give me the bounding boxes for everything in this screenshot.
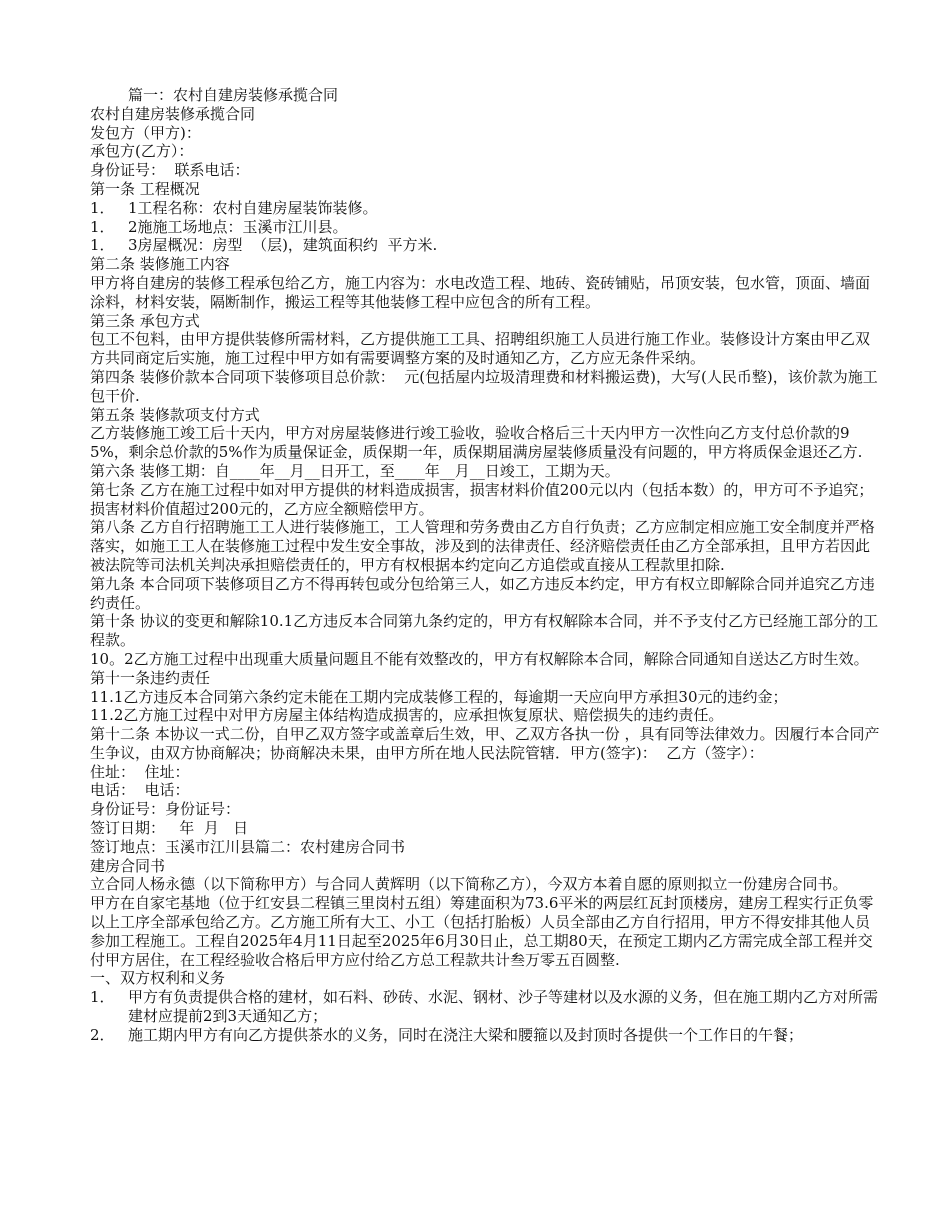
signature-id: 身份证号：身份证号： bbox=[90, 800, 241, 819]
article-8: 第八条 乙方自行招聘施工工人进行装修施工，工人管理和劳务费由乙方自行负责；乙方应制定相应施工安全制度并严格落实，如施工工人在装修施工过程中发生安全事故，涉及到的法律责任、经济赔偿责任由乙方全部承担，且甲方若因此被法院等司法机关判决承担赔偿责任的，甲方有权根据本约定向乙方追偿或直接从工程款里扣除. bbox=[90, 518, 875, 574]
signature-address: 住址： 住址： bbox=[90, 762, 190, 781]
list-number: 1． bbox=[90, 988, 115, 1007]
list-item bbox=[90, 236, 880, 255]
article-10: 第十条 协议的变更和解除10.1乙方违反本合同第九条约定的，甲方有权解除本合同，并不予支付乙方已经施工部分的工程款。 bbox=[90, 612, 879, 650]
signature-date: 签订日期： 年 月 日 bbox=[90, 819, 249, 838]
party-b-line: 承包方(乙方）： bbox=[90, 142, 194, 161]
article-11-title: 第十一条违约责任 bbox=[90, 668, 211, 687]
list-item bbox=[90, 1026, 880, 1045]
article-7: 第七条 乙方在施工过程中如对甲方提供的材料造成损害，损害材料价值200元以内（包括本数）的，甲方可不予追究；损害材料价值超过200元的，乙方应全额赔偿甲方。 bbox=[90, 480, 874, 518]
list-text: 甲方有负责提供合格的建材，如石料、砂砖、水泥、钢材、沙子等建材以及水源的义务，但在施工期内乙方对所需建材应提前2到3天通知乙方； bbox=[128, 988, 879, 1026]
list-item bbox=[90, 199, 880, 218]
article-2-title: 第二条 装修施工内容 bbox=[90, 255, 230, 274]
contract-2-body: 甲方在自家宅基地（位于红安县二程镇三里岗村五组）筹建面积为73.6平米的两层红瓦封顶楼房，建房工程实行正负零以上工序全部承包给乙方。乙方施工所有大工、小工（包括打胎板）人员全部由乙方自行招用，甲方不得安排其他人员参加工程施工。工程自2025年4月11日起至2025年6月30日止，总工期80天，在预定工期内乙方需完成全部工程并交付甲方居住，在工程经验收合格后甲方应付给乙方总工程款共计叁万零五百圆整. bbox=[90, 894, 874, 969]
article-6: 第六条 装修工期：自____年__月__日开工，至____年__月__日竣工，工期为天。 bbox=[90, 461, 620, 480]
list-number: 1． bbox=[90, 217, 115, 236]
id-phone-line: 身份证号： 联系电话： bbox=[90, 161, 250, 180]
list-number: 1． bbox=[90, 236, 115, 255]
article-4: 第四条 装修价款本合同项下装修项目总价款： 元(包括屋内垃圾清理费和材料搬运费)，大写(人民币整)，该价款为施工包干价. bbox=[90, 367, 878, 405]
list-number: 2． bbox=[90, 1025, 115, 1044]
contract-2-title: 建房合同书 bbox=[90, 856, 166, 875]
article-3-body: 包工不包料，由甲方提供装修所需材料，乙方提供施工工具、招聘组织施工人员进行施工作业。装修设计方案由甲乙双方共同商定后实施，施工过程中甲方如有需要调整方案的及时通知乙方，乙方应无条件采纳。 bbox=[90, 330, 871, 368]
article-2-body: 甲方将自建房的装修工程承包给乙方，施工内容为：水电改造工程、地砖、瓷砖铺贴，吊顶安装，包水管，顶面、墙面涂料，材料安装，隔断制作，搬运工程等其他装修工程中应包含的所有工程。 bbox=[90, 273, 871, 311]
list-text: 施工期内甲方有向乙方提供茶水的义务，同时在浇注大梁和腰箍以及封顶时各提供一个工作日的午餐； bbox=[128, 1025, 804, 1044]
list-item bbox=[90, 218, 880, 237]
document-title: 篇一：农村自建房装修承揽合同 bbox=[128, 86, 339, 104]
list-text: 1工程名称：农村自建房屋装饰装修。 bbox=[128, 198, 378, 217]
contract-title: 农村自建房装修承揽合同 bbox=[90, 104, 256, 123]
article-9: 第九条 本合同项下装修项目乙方不得再转包或分包给第三人，如乙方违反本约定，甲方有权立即解除合同并追究乙方违约责任。 bbox=[90, 574, 875, 612]
list-number: 1． bbox=[90, 198, 115, 217]
signature-phone: 电话： 电话： bbox=[90, 781, 190, 800]
article-11-1: 11.1乙方违反本合同第六条约定未能在工期内完成装修工程的，每逾期一天应向甲方承担30元的违约金； bbox=[90, 687, 788, 706]
contract-document bbox=[90, 86, 880, 1045]
section-rights-title: 一、双方权利和义务 bbox=[90, 969, 226, 988]
article-12: 第十二条 本协议一式二份，自甲乙双方签字或盖章后生效，甲、乙双方各执一份 ，具有同等法律效力。因履行本合同产生争议，由双方协商解决；协商解决未果，由甲方所在地人民法院管辖．甲方(签字)： 乙方（签字）： bbox=[90, 725, 880, 762]
contract-2-intro: 立合同人杨永德（以下简称甲方）与合同人黄辉明（以下简称乙方），今双方本着自愿的原则拟立一份建房合同书。 bbox=[90, 875, 848, 894]
list-text: 3房屋概况：房型 （层)，建筑面积约 平方米. bbox=[128, 236, 438, 255]
article-5-body: 乙方装修施工竣工后十天内，甲方对房屋装修进行竣工验收，验收合格后三十天内甲方一次性向乙方支付总价款的95%，剩余总价款的5%作为质量保证金，质保期一年，质保期届满房屋装修质量没有问题的，甲方将质保金退还乙方. bbox=[90, 424, 863, 462]
article-3-title: 第三条 承包方式 bbox=[90, 311, 200, 330]
article-1-title: 第一条 工程概况 bbox=[90, 179, 200, 198]
article-10-2: 10。2乙方施工过程中出现重大质量问题且不能有效整改的，甲方有权解除本合同，解除合同通知自送达乙方时生效。 bbox=[90, 649, 869, 668]
party-a-line: 发包方（甲方)： bbox=[90, 123, 201, 142]
article-5-title: 第五条 装修款项支付方式 bbox=[90, 405, 260, 424]
list-text: 2施施工场地点：玉溪市江川县。 bbox=[128, 217, 348, 236]
list-item bbox=[90, 988, 880, 1026]
signature-place: 签订地点：玉溪市江川县篇二：农村建房合同书 bbox=[90, 837, 406, 856]
article-11-2: 11.2乙方施工过程中对甲方房屋主体结构造成损害的，应承担恢复原状、赔偿损失的违约责任。 bbox=[90, 706, 724, 725]
